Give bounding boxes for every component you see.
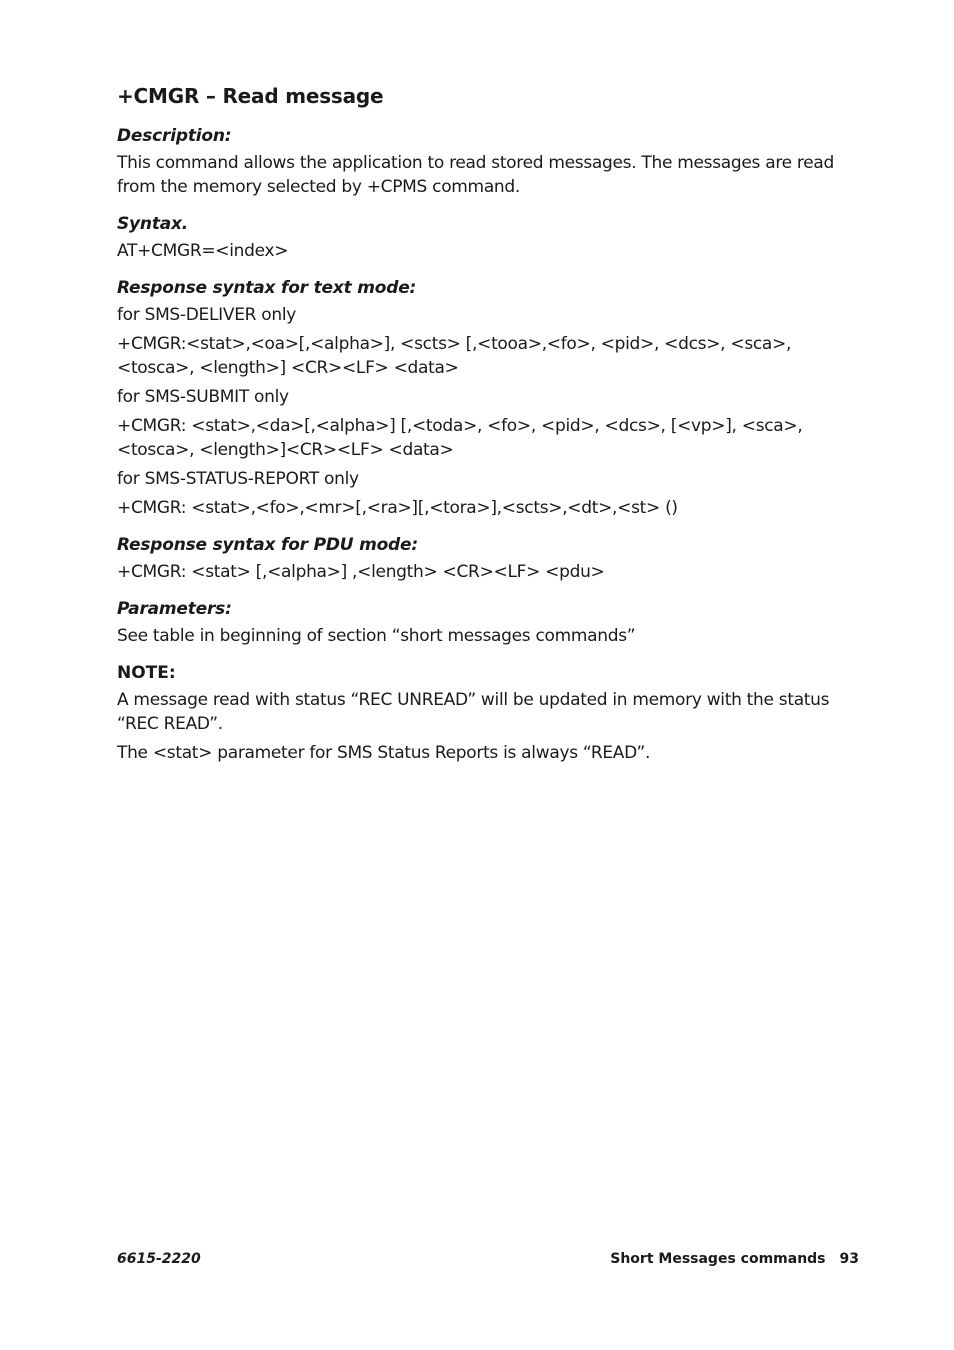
submit-label: for SMS-SUBMIT only [117,387,289,407]
text-mode-section [117,278,857,520]
syntax-heading: Syntax. [117,214,189,234]
page-content [117,84,857,780]
syntax-text: AT+CMGR=<index> [117,241,289,261]
note-line-1: A message read with status “REC UNREAD” will be updated in memory with the status “REC READ”. [117,690,830,734]
description-heading: Description: [117,126,232,146]
note-section [117,663,857,765]
note-line-2: The <stat> parameter for SMS Status Reports is always “READ”. [117,743,651,763]
text-mode-heading: Response syntax for text mode: [117,278,417,298]
page-number: 93 [839,1251,859,1267]
parameters-heading: Parameters: [117,599,232,619]
submit-syntax: +CMGR: <stat>,<da>[,<alpha>] [,<toda>, <fo>, <pid>, <dcs>, [<vp>], <sca>, <tosca>, <length>]<CR><LF> <data> [117,416,803,460]
description-section [117,126,857,199]
page-title: +CMGR – Read message [117,84,384,108]
pdu-mode-section [117,535,857,584]
status-syntax: +CMGR: <stat>,<fo>,<mr>[,<ra>][,<tora>],<scts>,<dt>,<st> () [117,498,678,518]
parameters-section [117,599,857,648]
section-name: Short Messages commands [610,1251,826,1267]
parameters-text: See table in beginning of section “short messages commands” [117,626,636,646]
note-heading: NOTE: [117,663,176,683]
doc-number: 6615-2220 [117,1251,201,1267]
description-text: This command allows the application to read stored messages. The messages are read from the memory selected by +CPMS command. [117,153,834,197]
pdu-mode-syntax: +CMGR: <stat> [,<alpha>] ,<length> <CR><LF> <pdu> [117,562,605,582]
status-label: for SMS-STATUS-REPORT only [117,469,359,489]
deliver-label: for SMS-DELIVER only [117,305,297,325]
pdu-mode-heading: Response syntax for PDU mode: [117,535,418,555]
syntax-section [117,214,857,263]
deliver-syntax: +CMGR:<stat>,<oa>[,<alpha>], <scts> [,<tooa>,<fo>, <pid>, <dcs>, <sca>, <tosca>, <length>] <CR><LF> <data> [117,334,792,378]
footer-right [610,1251,859,1267]
